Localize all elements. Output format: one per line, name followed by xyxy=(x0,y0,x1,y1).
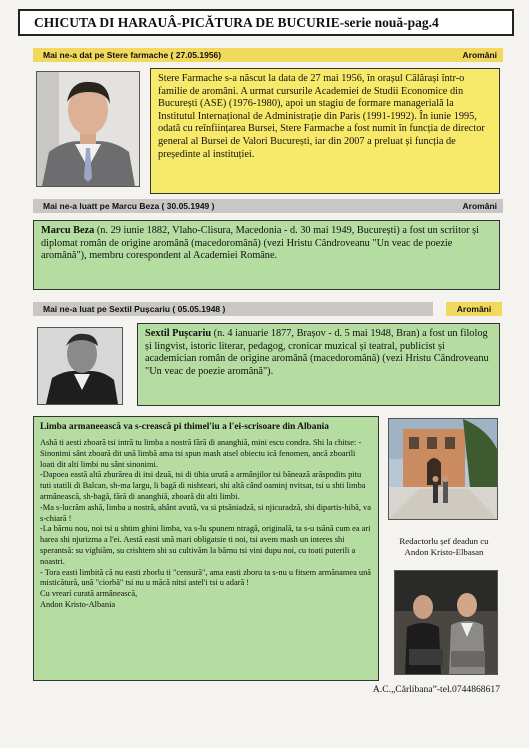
footer-text: A.C.„Cărlibana”-tel.0744868617 xyxy=(372,684,500,695)
section-bar-beza xyxy=(33,199,503,213)
photo-building-courtyard xyxy=(388,418,498,520)
section-bar-label: Mai ne-a dat pe Stere farmache ( 27.05.1956) xyxy=(43,50,222,60)
page-header xyxy=(18,9,514,36)
photo-caption xyxy=(384,536,504,558)
article-closing: Cu vrearí curată armânească, xyxy=(40,589,138,599)
section-tag-puscariu xyxy=(446,302,502,316)
page-title: CHICUTA DI HARAUÂ-PICĂTURA DE BUCURIE-serie nouă-pag.4 xyxy=(34,15,439,30)
article-box xyxy=(33,416,379,681)
bio-box-beza xyxy=(33,220,500,290)
portrait-stere-farmache xyxy=(36,71,140,187)
bio-box-farmache xyxy=(150,68,500,194)
article-paragraph: -Ma s-lucrăm ashă, limba a nostră, ahânt avută, va si ptsăniadză, si njicuradză, shi dipartis-hibă, va s-chiară ! xyxy=(40,502,371,523)
portrait-sextil-puscariu xyxy=(37,327,123,405)
article-paragraph: - Tora easti limbită că nu easti zborlu ti "censură", ama easti zboru ta s-nu u fitsem armănamea ună misticătură, ună "ciorbă" tsi nu u măcă nitsi astel'i tsi u adară ! xyxy=(40,567,371,588)
section-bar-puscariu xyxy=(33,302,433,316)
article-signature: Andon Kristo-Albania xyxy=(40,599,116,609)
bio-name: Marcu Beza xyxy=(41,225,95,236)
article-paragraph: -La bărnu nou, noi tsi u shtim ghini limba, va s-lu spunem ntragă, originală, ta s-u tsănă cum ea ari harea shi njurizma a l'ei. Aestă easti ună mari obligatsie ti noi, tsi avem mash un interes shi sperantsă: su vighiăm, su crishtem shi su cultivăm la bărnu tsi vini dupu noi, cu toati puterili a noastri. xyxy=(40,524,371,566)
bio-text: (n. 4 ianuarie 1877, Brașov - d. 5 mai 1948, Bran) a fost un filolog și lingvist, istoric literar, pedagog, cronicar muzical și teatral, publicist și academician român de origine aromână (macedoromână) (vezi Hristu Cândroveanu "Un veac de poezie aromână"). xyxy=(145,328,489,377)
section-bar-tag: Aromâni xyxy=(456,304,492,314)
article-title: Limba armaneească va s-crească pi thimel'iu a l'ei-scrisoare din Albania xyxy=(40,422,329,432)
footer-contact xyxy=(340,684,500,695)
photo-two-men-seated xyxy=(394,570,498,675)
section-bar-farmache xyxy=(33,48,503,62)
bio-name: Sextil Pușcariu xyxy=(145,328,212,339)
article-paragraph: -Dapoea eastă altă zburărea di itsi dzuă, tsi di tihia urută a armânjilor tsi bănează arăspndits pitu tuti statili di Balcan, sh-ma largu, li bagă di nishteari, shi altă când oaminj nvitsat, tsi u shti limba armânească, sh-bagă, fără di ananghiă, zboară dit alti limbi. xyxy=(40,470,366,501)
bio-text: Stere Farmache s-a născut la data de 27 mai 1956, în orașul Călărași într-o familie de aromâni. A urmat cursurile Academiei de Studii Economice din București (ASE) (1976-1980), apoi un stagiu de formare managerială la Institutul Internațional de Administrație din Paris (1991-1992). În iunie 1995, odată cu reînființarea Bursei, Stere Farmache a fost numit în funcția de director general al Bursei de Valori București, iar din 2007 a preluat și funcția de președinte al instituției. xyxy=(158,73,485,160)
article-paragraph: Ashă ti aesti zboară tsi intră tu limba a nostră fără di ananghiă, mini escu condra. Shi la chitse: -Sinonimi sânt zboară dit ună limbă ama tsi spun mash atsel obiectu ică fenomen, ancă zboarili loati dit alti limbi nu sânt sinonimi. xyxy=(40,438,362,469)
caption-line: Redactorlu șef deadun cu xyxy=(399,536,489,546)
section-bar-label: Mai ne-a luat pe Sextil Pușcariu ( 05.05.1948 ) xyxy=(43,304,226,314)
section-bar-label: Mai ne-a luatt pe Marcu Beza ( 30.05.1949 ) xyxy=(43,201,215,211)
section-bar-tag: Aromâni xyxy=(462,50,497,60)
bio-text: (n. 29 iunie 1882, Vlaho-Clisura, Macedonia - d. 30 mai 1949, București) a fost un scriitor și diplomat român de origine aromână (macedoromână) (vezi Hristu Cândroveanu "Un veac de poezie aromână"), membru corespondent al Academiei Române. xyxy=(41,225,480,262)
bio-box-puscariu xyxy=(137,323,500,406)
caption-line: Andon Kristo-Elbasan xyxy=(404,547,484,557)
section-bar-tag: Aromâni xyxy=(462,201,497,211)
